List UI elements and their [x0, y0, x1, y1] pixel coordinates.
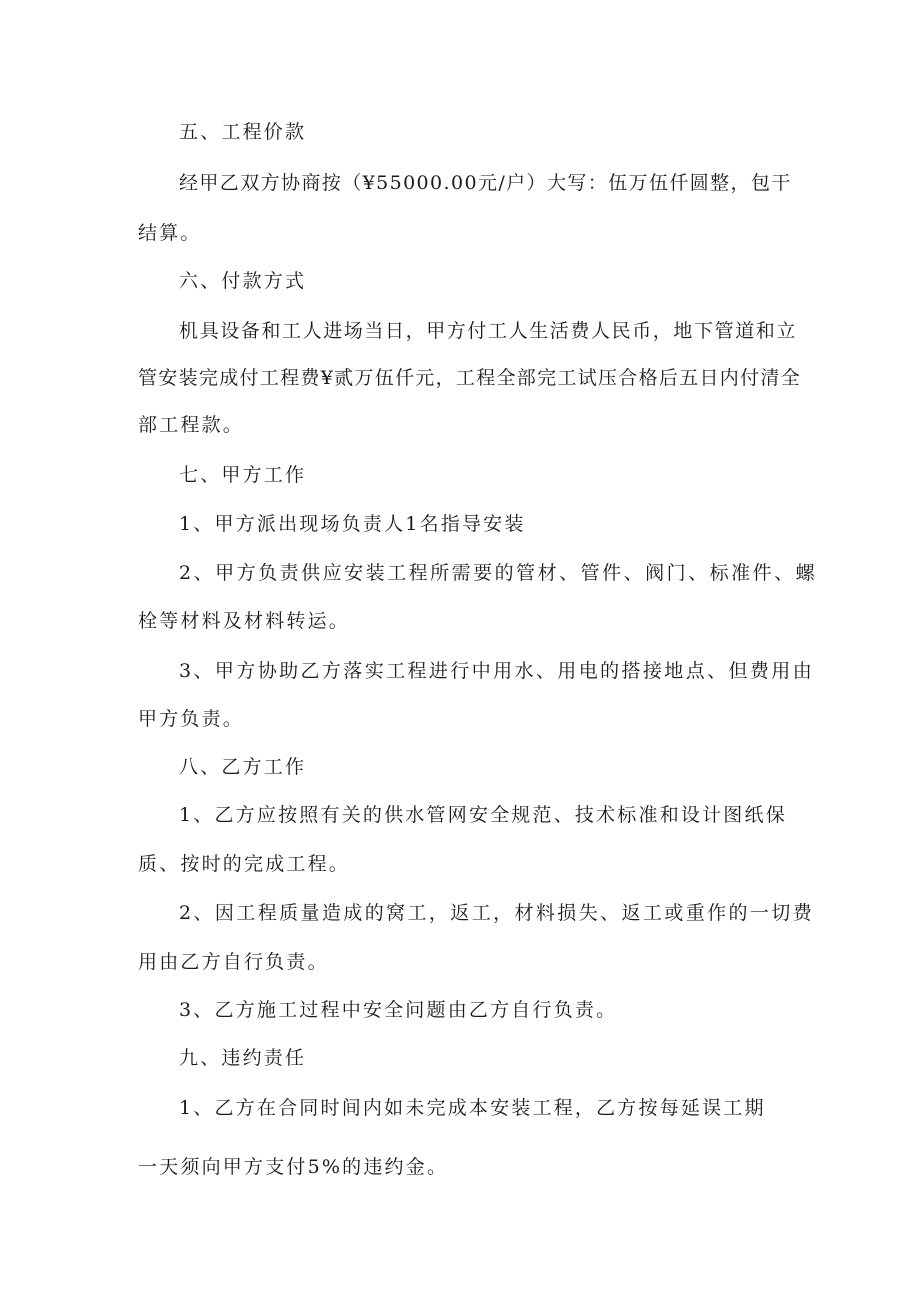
paragraph-line: 一天须向甲方支付5%的违约金。 [138, 1156, 449, 1178]
list-item: 3、甲方协助乙方落实工程进行中用水、用电的搭接地点、但费用由 [179, 660, 815, 682]
paragraph-line: 栓等材料及材料转运。 [138, 610, 351, 632]
paragraph-line: 结算。 [138, 222, 202, 244]
section-heading-party-b-work: 八、乙方工作 [179, 756, 307, 778]
paragraph-line: 用由乙方自行负责。 [138, 951, 329, 973]
section-heading-breach-liability: 九、违约责任 [179, 1047, 307, 1069]
paragraph-line: 机具设备和工人进场当日，甲方付工人生活费人民币，地下管道和立 [179, 320, 798, 342]
list-item: 3、乙方施工过程中安全问题由乙方自行负责。 [179, 999, 618, 1021]
list-item: 1、甲方派出现场负责人1名指导安装 [179, 513, 526, 535]
paragraph-line: 质、按时的完成工程。 [138, 853, 351, 875]
list-item: 1、乙方应按照有关的供水管网安全规范、技术标准和设计图纸保 [179, 804, 787, 826]
paragraph-line: 管安装完成付工程费¥贰万伍仟元，工程全部完工试压合格后五日内付清全 [138, 367, 801, 389]
section-heading-payment: 六、付款方式 [179, 270, 307, 292]
list-item: 2、因工程质量造成的窝工，返工，材料损失、返工或重作的一切费 [179, 902, 815, 924]
paragraph-line: 经甲乙双方协商按（¥55000.00元/户）大写：伍万伍仟圆整，包干 [179, 172, 792, 194]
paragraph-line: 甲方负责。 [138, 708, 245, 730]
list-item: 2、甲方负责供应安装工程所需要的管材、管件、阀门、标准件、螺 [179, 562, 818, 584]
paragraph-line: 部工程款。 [138, 414, 245, 436]
list-item: 1、乙方在合同时间内如未完成本安装工程，乙方按每延误工期 [179, 1097, 766, 1119]
section-heading-price: 五、工程价款 [179, 121, 307, 143]
section-heading-party-a-work: 七、甲方工作 [179, 464, 307, 486]
